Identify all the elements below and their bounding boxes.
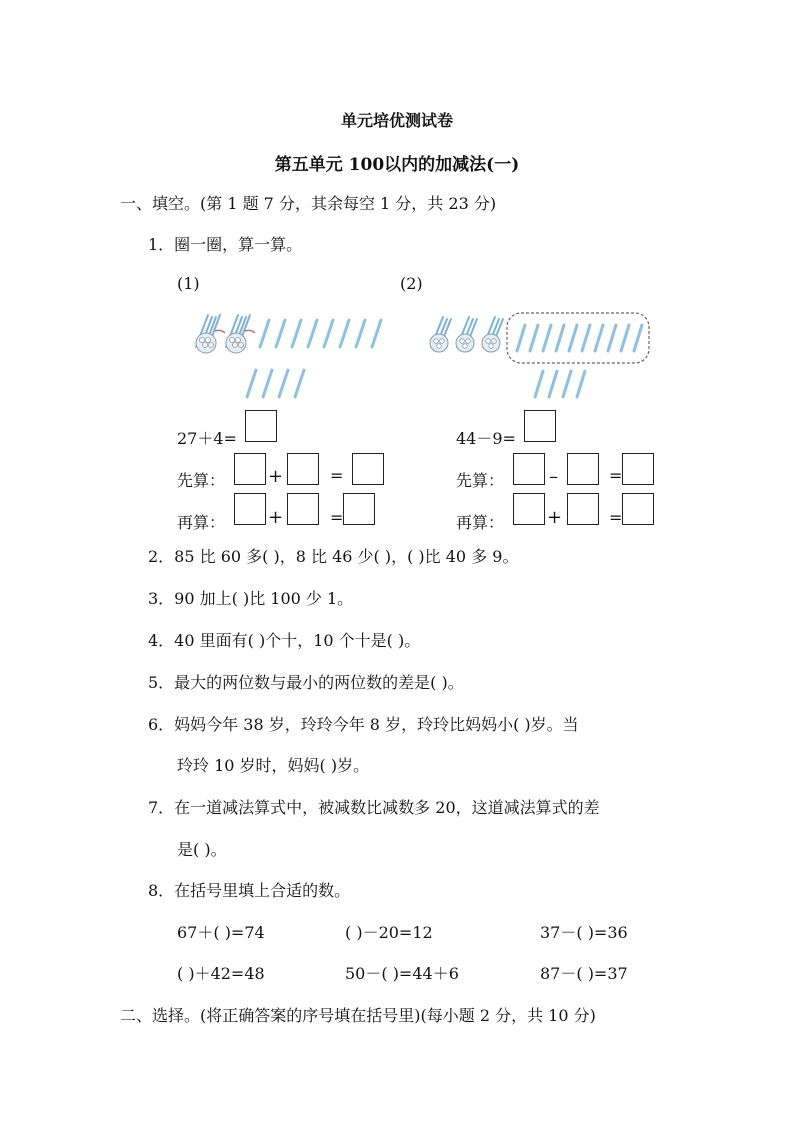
answer-box-11[interactable] [622, 453, 654, 485]
answer-box-4[interactable] [352, 453, 384, 485]
first-step-label-1: 先算： [177, 471, 226, 490]
single-sticks-icon [247, 320, 381, 397]
single-sticks-icon [517, 325, 642, 397]
then-step-label-2: 再算： [456, 513, 505, 532]
equals-sign: = [609, 508, 623, 527]
q8-row2-item3: 87－( )=37 [540, 964, 628, 983]
equals-sign: = [330, 508, 344, 527]
q8-row1-item2: ( )－20=12 [345, 923, 433, 942]
plus-sign: + [268, 507, 284, 528]
answer-box-10[interactable] [567, 453, 599, 485]
sticks-illustration-2 [425, 305, 655, 400]
answer-box-5[interactable] [234, 493, 266, 525]
section-1-heading: 一、填空。(第 1 题 7 分，其余每空 1 分，共 23 分) [120, 194, 497, 213]
part-2-label: (2) [400, 274, 423, 293]
question-7-line-2: 是( )。 [177, 840, 227, 859]
question-6-line-2: 玲玲 10 岁时，妈妈( )岁。 [177, 756, 370, 775]
answer-box-6[interactable] [287, 493, 319, 525]
question-5: 5．最大的两位数与最小的两位数的差是( )。 [148, 673, 464, 692]
answer-box-13[interactable] [567, 493, 599, 525]
plus-sign: + [547, 507, 563, 528]
q8-row2-item2: 50－( )=44＋6 [345, 964, 459, 983]
answer-box-3[interactable] [287, 453, 319, 485]
q8-row2-item1: ( )＋42=48 [177, 964, 265, 983]
part-1-label: (1) [177, 274, 200, 293]
question-2: 2．85 比 60 多( )，8 比 46 少( )，( )比 40 多 9。 [148, 547, 519, 566]
question-3: 3．90 加上( )比 100 少 1。 [148, 589, 354, 608]
q8-row1-item1: 67＋( )=74 [177, 923, 265, 942]
answer-box-14[interactable] [622, 493, 654, 525]
minus-sign: – [549, 466, 558, 487]
question-8-text: 8．在括号里填上合适的数。 [148, 881, 351, 900]
equals-sign: = [609, 466, 623, 485]
question-1-text: 1．圈一圈，算一算。 [148, 235, 303, 254]
q8-row1-item3: 37－( )=36 [540, 923, 628, 942]
answer-box-12[interactable] [513, 493, 545, 525]
sticks-illustration-1 [190, 305, 400, 400]
then-step-label-1: 再算： [177, 513, 226, 532]
section-2-heading: 二、选择。(将正确答案的序号填在括号里)(每小题 2 分，共 10 分) [120, 1006, 596, 1025]
dashed-circle-outline [507, 313, 649, 363]
answer-box-9[interactable] [513, 453, 545, 485]
answer-box-1[interactable] [245, 410, 277, 442]
question-7-line-1: 7．在一道减法算式中，被减数比减数多 20，这道减法算式的差 [148, 798, 600, 817]
plus-sign: + [268, 466, 284, 487]
answer-box-8[interactable] [524, 410, 556, 442]
answer-box-2[interactable] [234, 453, 266, 485]
page-subtitle: 第五单元 100以内的加减法(一) [274, 155, 520, 175]
equation-2: 44－9= [456, 429, 516, 448]
equation-1: 27＋4= [177, 429, 237, 448]
page-title: 单元培优测试卷 [340, 111, 453, 130]
question-4: 4．40 里面有( )个十，10 个十是( )。 [148, 631, 421, 650]
question-6-line-1: 6．妈妈今年 38 岁，玲玲今年 8 岁，玲玲比妈妈小( )岁。当 [148, 715, 579, 734]
first-step-label-2: 先算： [456, 471, 505, 490]
answer-box-7[interactable] [343, 493, 375, 525]
equals-sign: = [330, 466, 344, 485]
